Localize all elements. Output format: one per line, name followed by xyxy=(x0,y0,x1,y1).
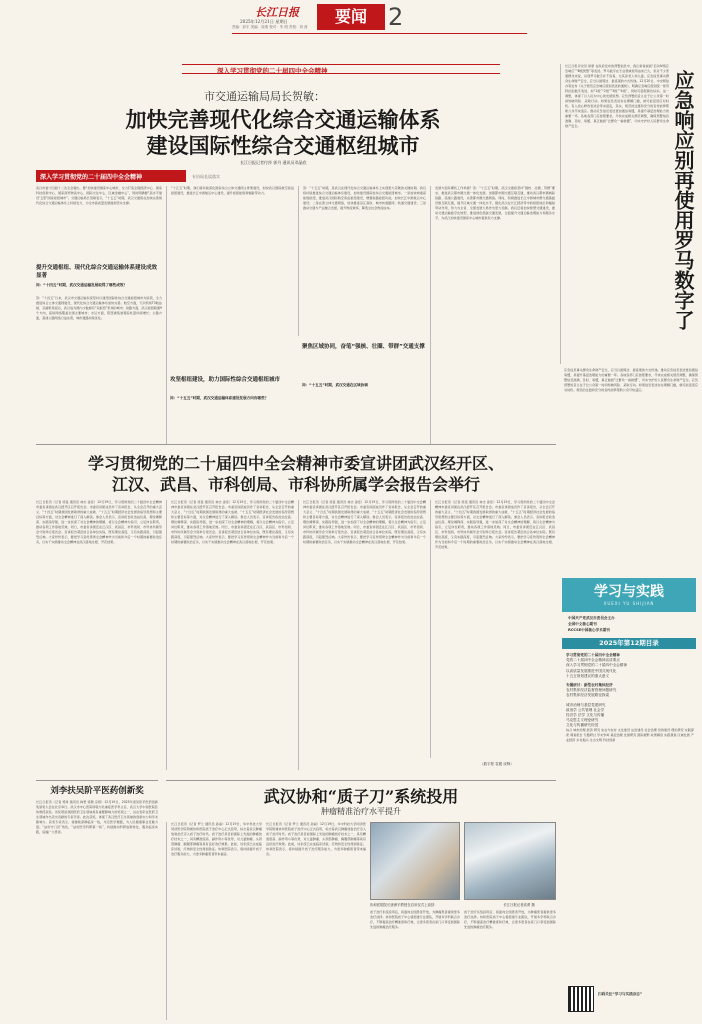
toc-item[interactable]: 党的二十届四中全会精神宣讲要点 xyxy=(566,658,620,663)
photo-proton-device xyxy=(464,822,556,900)
section-tag-text: 深入学习贯彻党的二十届四中全会精神 xyxy=(40,174,143,181)
commentary-text: 长江日报评论员 徐蒙 在政府发布的预警信息中，我们常常看到“启动Ⅳ级应急响应”“Ⅲ级预警”等表述。罗马数字在专业领域使用由来已久，但对不少普通群众来说，识别罗马数字并不容易，尤其是老人和儿童。应急信息事关群众生命财产安全，应当以最简洁、最直观的方式传递。12月20日，中央网信办等发布《关于规范应急响应级别表述的通知》，明确应急响应级别统一使用阿拉伯数字表述，如“1级”“2级”“3级”“4级”，同时可搭配颜色标识。这一调整，体现了以人民为中心的发展思想。应急预警的意义在于让公众第一时间知晓风险、采取行动。如果信息表述存在理解门槛，就可能延误应对时机。有人担心修改表述会带来混乱，其实，规范的过渡和充分的宣传能够帮助公众尽快适应。推动应急信息表述更加通俗易懂，是提升基层治理能力的重要一环。各地各部门应按照要求，尽快完成相关规范调整，确保预警信息准确、及时、易懂，真正做到“让群众一看就懂”，切实守护好人民群众生命财产安全。 xyxy=(565,64,669,128)
sidebar-title: 学习与实践 xyxy=(594,584,664,600)
divider-article-4 xyxy=(166,780,556,781)
lead-question-1: 问：“十四五”时期，武汉交通运输发展取得了哪些成效？ xyxy=(36,283,127,287)
article-4-headline: 武汉协和“质子刀”系统投用 xyxy=(263,787,459,806)
lead-body-col4: 发展方面有哪些工作举措？答：“十五五”时期，武汉交通将坚持“强核、壮圈、带群”要求，推进武汉都市圈交通一体化发展。加强都市圈交通互联互通，推动武汉都市圈城际铁路、高速公路建设，完善都市圈交通网络。同时，积极推进长江中游城市群交通基础设施互联互通，提升区域交通一体化水平，强化武汉在长江经济带中的枢纽地位和辐射带动作用，努力为全省、全国发展大局作出更大贡献。我们还将加快智慧交通建设，推动交通运输数字化转型，推进绿色低碳交通发展，全面提升交通运输治理能力和服务水平，为武汉加快建设国家中心城市提供有力支撑。 xyxy=(430,186,555,444)
toc-item[interactable]: 政治学 公共管理 社会学 xyxy=(566,707,605,712)
lead-subhead-2: 攻坚枢纽建设，助力国际性综合交通枢纽城市 xyxy=(170,377,281,383)
toc-item[interactable]: 深入学习贯彻党的二十届四中全会精神 xyxy=(566,663,628,668)
lead-body-2: 答：“十四五”以来，武汉市交通运输系统坚持以建设国际性综合交通枢纽城市为统领，全力推进综合立体交通网建设，现代化综合交通运输体系加快完善。航空方面，天河机场T3航站楼、花湖机场投运，武汉成为国内少数拥有“双枢纽”机场的城市；铁路方面，武汉枢纽联通9个方向，高铁网络覆盖全国主要城市；水运方面，阳逻港集装箱吞吐量持续增长；公路方面，高速公路网络日益完善，城市道路持续优化。 xyxy=(36,296,162,320)
toc-item[interactable]: 经济学 法学 文化与传播 xyxy=(566,713,605,718)
lead-headline-2: 建设国际性综合交通枢纽城市 xyxy=(146,133,420,158)
toc-item[interactable]: 以高质量发展推进中国式现代化 xyxy=(566,668,617,673)
section-tag xyxy=(36,170,186,182)
lead-byline: 长江日报记者付莎 郭丹 通讯员邓晶欣 xyxy=(240,160,307,165)
toc-item[interactable]: 城市治理与基层党建研究 xyxy=(566,702,606,707)
article-2-col-4: 长江日报讯（记者 徐苗 通讯员 林志 涂佳）12月19日，学习贯彻党的二十届四中全会精神市委宣讲团在武汉经开区召开报告会。市委宣讲团成员作了宣讲报告，从全会召开的重大意义、“十四五”时期我国发展取得的重大成就、“十五五”时期经济社会发展的指导思想和主要目标等方面，对全会精神进行了深入解读。参会人员表示，宣讲报告政治站位高、理论阐释深、实践指导强，进一步加深了对全会精神的理解，将以全会精神为指引，立足岗位职责，推动各项工作落地见效。同日，市委宣讲团还在江汉区、武昌区、市科创局、市科协所属学会分别举行报告会。宣讲报告紧密结合各单位实际，既有理论高度，又有实践深度，引起强烈反响。大家纷纷表示，要把学习宣传贯彻全会精神作为当前和今后一个时期的重要政治任务，以实干实绩推动全会精神在武汉落地生根、开花结果。 xyxy=(430,500,555,758)
sidebar-footer: 扫码关注“学习与实践杂志” xyxy=(598,992,643,996)
article-2-headline-2: 江汉、武昌、市科创局、市科协所属学会报告会举行 xyxy=(111,475,480,494)
photo-caption-2: 长江日报记者高勇 摄 xyxy=(503,903,535,907)
sidebar-sponsor-3: RCCSE中国核心学术期刊 xyxy=(568,628,610,632)
article-2-headline-1: 学习贯彻党的二十届四中全会精神市委宣讲团武汉经开区、 xyxy=(87,454,504,473)
lead-question-3: 问：“十五五”时期，武汉交通在区域协调 xyxy=(302,383,368,387)
article-2-credit: （数字报 袁媛 谈锋） xyxy=(480,762,514,766)
toc-item[interactable]: 农村集体经济发展路径探索 xyxy=(566,693,610,698)
article-2-col-2: 长江日报讯（记者 徐苗 通讯员 林志 涂佳）12月19日，学习贯彻党的二十届四中全会精神市委宣讲团在武汉经开区召开报告会。市委宣讲团成员作了宣讲报告，从全会召开的重大意义、“十四五”时期我国发展取得的重大成就、“十五五”时期经济社会发展的指导思想和主要目标等方面，对全会精神进行了深入解读。参会人员表示，宣讲报告政治站位高、理论阐释深、实践指导强，进一步加深了对全会精神的理解，将以全会精神为指引，立足岗位职责，推动各项工作落地见效。同日，市委宣讲团还在江汉区、武昌区、市科创局、市科协所属学会分别举行报告会。宣讲报告紧密结合各单位实际，既有理论高度，又有实践深度，引起强烈反响。大家纷纷表示，要把学习宣传贯彻全会精神作为当前和今后一个时期的重要政治任务，以实干实绩推动全会精神在武汉落地生根、开花结果。 xyxy=(166,500,294,770)
date-line: 2025年12月21日 星期日 xyxy=(240,19,288,24)
page-number: 2 xyxy=(388,3,404,31)
sidebar-journal xyxy=(560,578,698,1024)
divider-article-3 xyxy=(36,780,158,781)
topic-banner-text: 深入学习贯彻党的二十届四中全会精神 xyxy=(217,67,328,75)
photo-ceremony xyxy=(370,822,460,900)
article-4-col-2: 长江日报讯（记者 罗兰 通讯员 孙丽）12月19日，华中科技大学同济医学院附属协和医院质子治疗中心正式投用，标志着武汉肿瘤放射治疗迈入质子治疗时代。质子治疗是目前国际上先进的肿瘤放疗技术之一，具有精准度高、副作用小等优势，对儿童肿瘤、头颈部肿瘤、胸腹部肿瘤等具有良好治疗效果。此前，该系统已完成临床试验，疗效和安全性得到验证。协和医院表示，将持续提升质子治疗服务能力，为更多肿瘤患者带来福音。 xyxy=(266,822,366,856)
lead-body-3: “十五五”时期，我们将持续深化国家综合立体交通网主骨架建设，加快武汉国际航空客货枢纽建设，推进长江中游航运中心建设，提升枢纽能级和辐射带动力。 xyxy=(166,186,294,444)
sidebar-issue: 2025年第12期目录 xyxy=(562,638,696,649)
lead-subhead-3: 聚焦区域协同，奋笔“强核、壮圈、带群”交通支撑 xyxy=(302,344,425,350)
toc-item[interactable]: 专题研讨：新型农村集体经济 xyxy=(566,683,613,688)
article-2-col-1: 长江日报讯（记者 徐苗 通讯员 林志 涂佳）12月19日，学习贯彻党的二十届四中全会精神市委宣讲团在武汉经开区召开报告会。市委宣讲团成员作了宣讲报告，从全会召开的重大意义、“十四五”时期我国发展取得的重大成就、“十五五”时期经济社会发展的指导思想和主要目标等方面，对全会精神进行了深入解读。参会人员表示，宣讲报告政治站位高、理论阐释深、实践指导强，进一步加深了对全会精神的理解，将以全会精神为指引，立足岗位职责，推动各项工作落地见效。同日，市委宣讲团还在江汉区、武昌区、市科创局、市科协所属学会分别举行报告会。宣讲报告紧密结合各单位实际，既有理论高度，又有实践深度，引起强烈反响。大家纷纷表示，要把学习宣传贯彻全会精神作为当前和今后一个时期的重要政治任务，以实干实绩推动全会精神在武汉落地生根、开花结果。 xyxy=(36,500,162,544)
topic-banner xyxy=(182,64,500,74)
photo-caption-1: 协和医院院长唐洲平教授在启用仪式上致辞 xyxy=(370,903,435,907)
toc-item[interactable]: 农村集体经济监督管理问题研究 xyxy=(566,688,617,693)
lead-question-2: 问：“十五五”时期，武汉交通运输体系建设发展方向有哪些？ xyxy=(170,396,269,400)
commentary-text-lower: 应急信息事关群众生命财产安全，应当以最简洁、最直观的方式传递。推动应急信息表述更加通俗易懂，是提升基层治理能力的重要一环。各地各部门应按照要求，尽快完成相关规范调整，确保预警信息准确、及时、易懂，真正做到“让群众一看就懂”，切实守护好人民群众生命财产安全。应急预警的意义在于让公众第一时间知晓风险、采取行动。如果信息表述存在理解门槛，就可能延误应对时机。规范的过渡和充分的宣传能够帮助公众尽快适应。 xyxy=(564,368,698,392)
toc-item[interactable]: 十五五规划建议的重大意义 xyxy=(566,673,610,678)
toc-item[interactable]: 文化与传播研究综述 xyxy=(566,723,599,728)
sidebar-title-pinyin: XUEXI YU SHIJIAN xyxy=(603,601,655,606)
masthead-rule xyxy=(232,33,527,34)
lead-body-1: 武汉市委十四届十二次全会提出，要“加快建设国家中心城市，全力打造全国经济中心、国家科技创新中心、国家商贸物流中心、国际交往中心、区域金融中心”，同时明确要“高水平建设‘五型’国家枢纽城市”。交通运输局长贺敏表示，“十五五”时期，武汉交通将在加快完善现代化综合交通运输体系上持续发力，为全市高质量发展提供坚实支撑。 xyxy=(36,186,162,205)
masthead-logo: 长江日报 xyxy=(255,6,299,19)
article-4-col-1: 长江日报讯（记者 罗兰 通讯员 孙丽）12月19日，华中科技大学同济医学院附属协和医院质子治疗中心正式投用，标志着武汉肿瘤放射治疗迈入质子治疗时代。质子治疗是目前国际上先进的肿瘤放疗技术之一，具有精准度高、副作用小等优势，对儿童肿瘤、头颈部肿瘤、胸腹部肿瘤等具有良好治疗效果。此前，该系统已完成临床试验，疗效和安全性得到验证。协和医院表示，将持续提升质子治疗服务能力，为更多肿瘤患者带来福音。 xyxy=(166,822,262,1020)
section-label: 要闻 xyxy=(317,4,385,30)
article-4-subheadline: 肿瘤精准治疗水平提升 xyxy=(321,807,401,816)
article-3-headline: 刘李扶吴阶平医药创新奖 xyxy=(50,786,144,796)
sidebar-toc-detail: 综合 城市治理 经济 研究 农业与农村 文化建设 法治建设 社会治理 党的建设 理论研究 实践探索 调查报告 专题研讨 学术争鸣 基层治理 发展研究 国际视野 政策解读 实践观察 区域发展 产业经济 乡村振兴 生态文明 科技创新 xyxy=(566,728,694,742)
commentary-headline: 应急响应别再使用罗马数字了 xyxy=(671,70,695,330)
qr-code-icon[interactable] xyxy=(568,986,594,1012)
article-3-text: 长江日报讯（记者 郑琦 通讯员 韩菁 梁敬 宗婷）12月19日，2025年度吴阶平医药创新奖颁奖大会在北京举行。武汉市中心医院呼吸与危重症医学科主任、武汉大学中南医院张伟教授获奖。该奖项是我国医药卫生领域具有重要影响力的奖项之一，旨在表彰在医药卫生领域作出突出贡献的专家学者。此次获奖，体现了武汉医疗卫生领域的创新实力和学术影响力。获奖专家表示，将继续深耕临床一线，攻克医学难题，为人民健康事业贡献力量。“站好守门员”角色，“站好医学科研第一线”，持续推动科研成果转化，服务临床实践，造福广大患者。 xyxy=(36,800,158,834)
lead-subhead-1: 提升交通枢纽、现代化综合交通运输体系建设成效显著 xyxy=(36,265,158,279)
editors-line: 责编：彭宇 美编：周逸 校对：朱 明 责校：刘 茜 xyxy=(232,25,308,29)
masthead xyxy=(0,0,702,58)
article-2-col-3: 长江日报讯（记者 徐苗 通讯员 林志 涂佳）12月19日，学习贯彻党的二十届四中全会精神市委宣讲团在武汉经开区召开报告会。市委宣讲团成员作了宣讲报告，从全会召开的重大意义、“十四五”时期我国发展取得的重大成就、“十五五”时期经济社会发展的指导思想和主要目标等方面，对全会精神进行了深入解读。参会人员表示，宣讲报告政治站位高、理论阐释深、实践指导强，进一步加深了对全会精神的理解，将以全会精神为指引，立足岗位职责，推动各项工作落地见效。同日，市委宣讲团还在江汉区、武昌区、市科创局、市科协所属学会分别举行报告会。宣讲报告紧密结合各单位实际，既有理论高度，又有实践深度，引起强烈反响。大家纷纷表示，要把学习宣传贯彻全会精神作为当前和今后一个时期的重要政治任务，以实干实绩推动全会精神在武汉落地生根、开花结果。 xyxy=(298,500,426,770)
sidebar-toc xyxy=(566,653,694,729)
lead-kicker: 市交通运输局局长贺敏： xyxy=(204,90,325,103)
lead-headline-1: 加快完善现代化综合交通运输体系 xyxy=(125,107,441,132)
commentary-column xyxy=(560,64,698,364)
section-tag-sub: 专访局长谈落实 xyxy=(192,174,220,179)
lead-body-col3: 答：“十五五”时期，是武汉在现代化综合交通运输体系上实现更大突破的关键时期。我们将持续推进综合交通运输体系建设，加快建设国际性综合交通枢纽城市。一是加快构建高能级枢纽，推进武汉国际航空客货枢纽建设，增强铁路枢纽功能，加快长江中游航运中心建设；二是完善立体交通网络，加快推进沿江高铁、城市快速路网、轨道交通建设；三是推动交通与产业融合发展，提升物流效率，降低全社会物流成本。 xyxy=(298,186,426,336)
toc-item[interactable]: 马克思主义理论研究 xyxy=(566,718,599,723)
article-4-col-4: 质子治疗系统投用后，将面向全国患者开放，为肿瘤患者提供更多治疗选择。协和医院质子中心将组建专业团队，开展多学科联合诊疗，不断提高治疗精准度和疗效，让更多患者在家门口享受到国际先进的肿瘤治疗服务。 xyxy=(464,910,556,929)
sidebar-title-block xyxy=(562,578,696,612)
sidebar-sponsor-1: 中国共产党武汉市委员会主办 xyxy=(568,616,615,620)
divider-article-2 xyxy=(36,444,556,445)
toc-item[interactable]: 学习贯彻党的二十届四中全会精神 xyxy=(566,653,620,657)
article-4-col-3: 质子治疗系统投用后，将面向全国患者开放，为肿瘤患者提供更多治疗选择。协和医院质子中心将组建专业团队，开展多学科联合诊疗，不断提高治疗精准度和疗效，让更多患者在家门口享受到国际先进的肿瘤治疗服务。 xyxy=(370,910,460,929)
sidebar-sponsor-2: 全国中文核心期刊 xyxy=(568,622,597,626)
